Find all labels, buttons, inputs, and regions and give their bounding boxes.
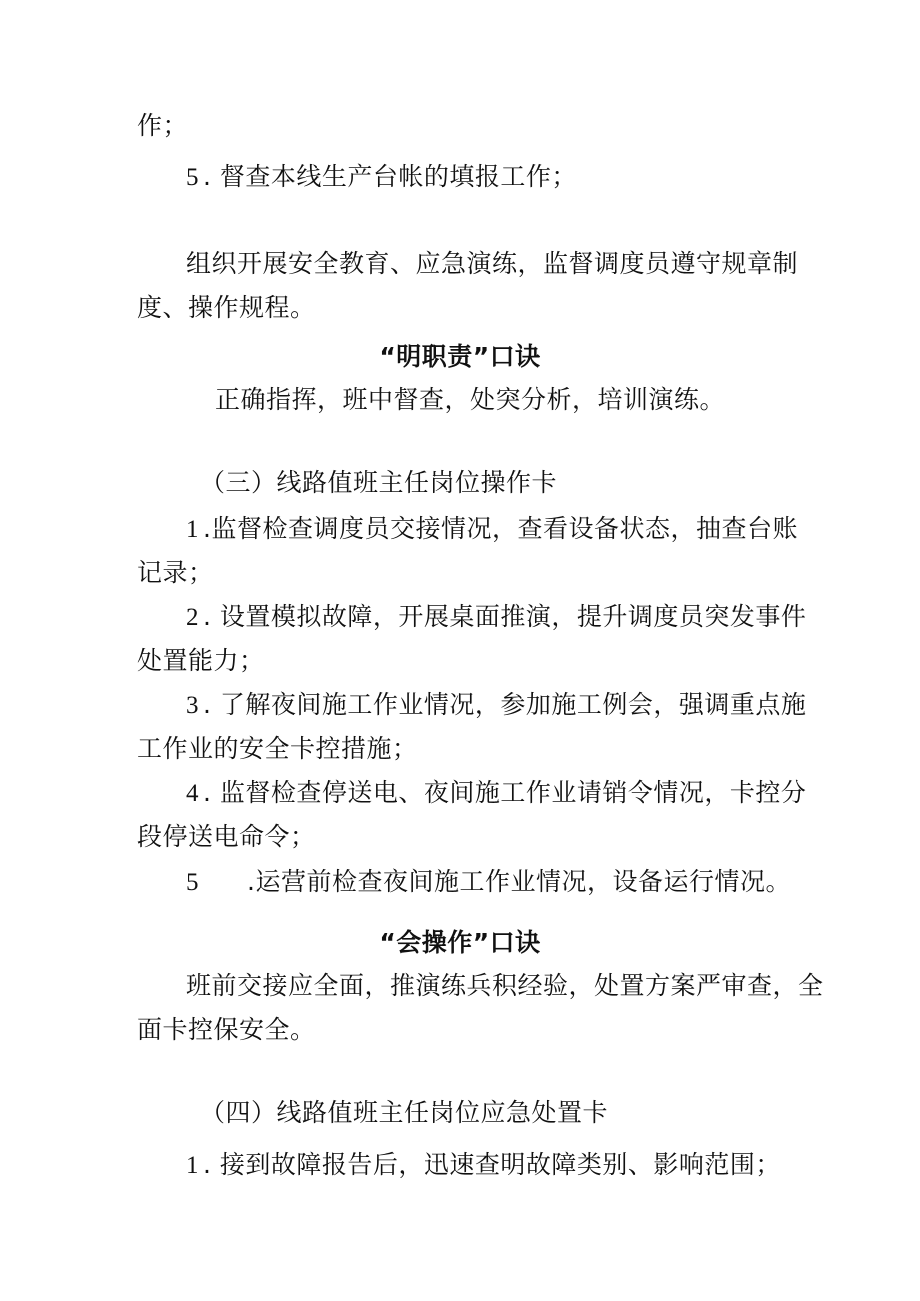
text-content: 班前交接应全面，推演练兵积经验，处置方案严审查，全 — [186, 971, 824, 1000]
section-title — [200, 1097, 608, 1129]
text-content: . 设置模拟故障，开展桌面推演，提升调度员突发事件 — [203, 602, 807, 631]
text-content: .监督检查调度员交接情况，查看设备状态，抽查台账 — [203, 514, 798, 543]
section-heading — [0, 341, 920, 373]
list-number: 5 — [186, 869, 199, 896]
text-content: 作； — [137, 111, 189, 140]
heading-text: “明职责”口诀 — [379, 342, 541, 371]
text-content: （三）线路值班主任岗位操作卡 — [200, 468, 558, 497]
text-content: 度、操作规程。 — [137, 293, 316, 322]
list-number: 1 — [186, 1152, 199, 1179]
text-line — [137, 645, 265, 677]
list-number: 1 — [186, 516, 199, 543]
text-content: . 了解夜间施工作业情况，参加施工例会，强调重点施 — [203, 690, 807, 719]
list-item-1 — [186, 513, 798, 546]
text-line — [137, 821, 316, 853]
mnemonic-line — [186, 970, 824, 1002]
list-item-4 — [186, 777, 806, 810]
text-content: 面卡控保安全。 — [137, 1015, 316, 1044]
text-content: .运营前检查夜间施工作业情况，设备运行情况。 — [247, 867, 791, 896]
paragraph-line — [186, 248, 798, 280]
list-item-2 — [186, 601, 806, 634]
list-number: 2 — [186, 604, 199, 631]
text-content: 工作业的安全卡控措施； — [137, 734, 418, 763]
text-content: . 接到故障报告后，迅速查明故障类别、影响范围； — [203, 1150, 781, 1179]
text-content: . 监督检查停送电、夜间施工作业请销令情况，卡控分 — [203, 778, 807, 807]
text-content: 记录； — [137, 558, 214, 587]
text-content: （四）线路值班主任岗位应急处置卡 — [200, 1098, 609, 1127]
text-content: 正确指挥，班中督查，处突分析，培训演练。 — [215, 385, 726, 414]
paragraph-line — [137, 292, 316, 324]
heading-text: “会操作”口诀 — [379, 928, 541, 957]
list-number: 5 — [186, 164, 199, 191]
list-number: 3 — [186, 692, 199, 719]
text-content: 组织开展安全教育、应急演练，监督调度员遵守规章制 — [186, 249, 799, 278]
list-item-1b — [186, 1149, 781, 1182]
list-item-3 — [186, 689, 806, 722]
text-content: 处置能力； — [137, 646, 265, 675]
list-item-5 — [186, 161, 577, 194]
text-content: 段停送电命令； — [137, 822, 316, 851]
text-content: . 督查本线生产台帐的填报工作； — [203, 162, 577, 191]
mnemonic-line — [215, 384, 725, 416]
text-line — [137, 733, 418, 765]
list-number: 4 — [186, 780, 199, 807]
list-item-5b — [186, 866, 791, 899]
mnemonic-line — [137, 1014, 316, 1046]
section-title — [200, 467, 557, 499]
section-heading — [0, 927, 920, 959]
text-line — [137, 557, 214, 589]
text-line — [137, 110, 188, 142]
